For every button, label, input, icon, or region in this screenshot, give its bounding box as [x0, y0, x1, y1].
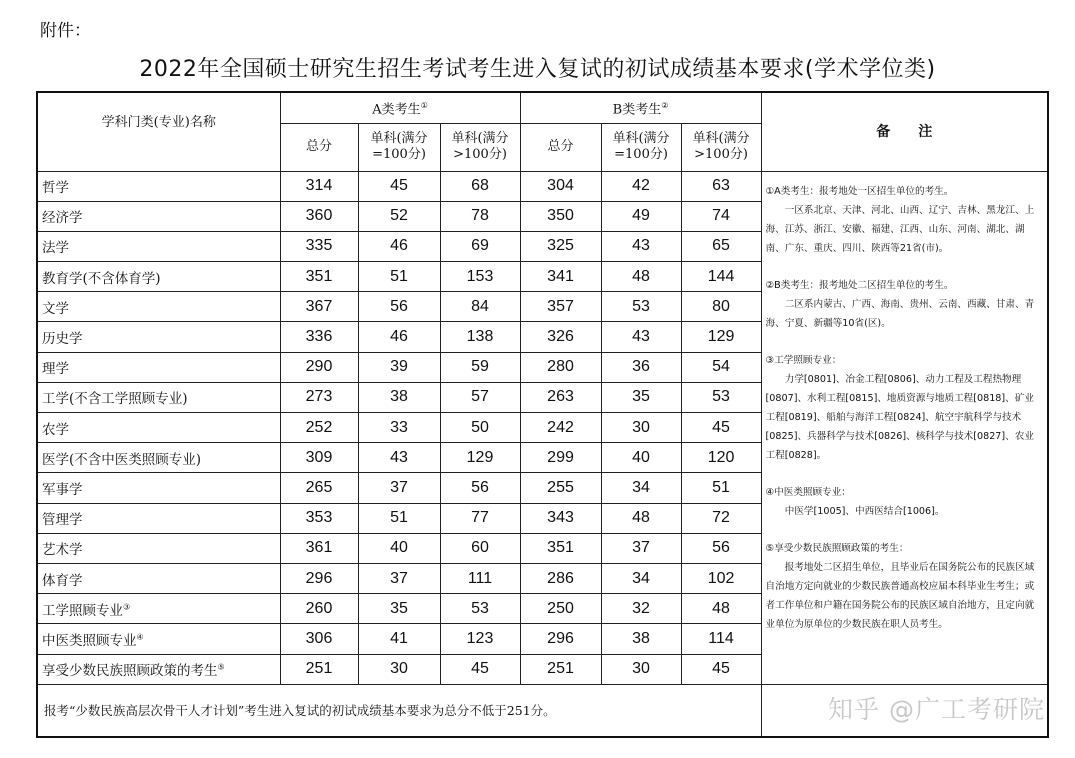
score-b-s100: 34 [601, 563, 681, 593]
score-b-s100: 38 [601, 624, 681, 654]
score-b-total: 304 [520, 171, 601, 201]
score-b-sgt100: 65 [681, 231, 761, 261]
score-b-sgt100: 129 [681, 322, 761, 352]
score-a-total: 353 [280, 503, 358, 533]
score-a-s100: 45 [358, 171, 440, 201]
subject-name: 农学 [37, 413, 280, 443]
subject-name: 法学 [37, 231, 280, 261]
score-b-total: 255 [520, 473, 601, 503]
note-block [766, 351, 1044, 465]
subject-name: 体育学 [37, 563, 280, 593]
score-b-sgt100: 48 [681, 594, 761, 624]
score-b-s100: 42 [601, 171, 681, 201]
score-a-s100: 33 [358, 413, 440, 443]
header-subject: 学科门类(专业)名称 [37, 92, 280, 171]
score-b-s100: 30 [601, 413, 681, 443]
score-b-sgt100: 102 [681, 563, 761, 593]
score-b-total: 286 [520, 563, 601, 593]
score-b-total: 280 [520, 352, 601, 382]
score-a-sgt100: 84 [440, 292, 520, 322]
score-b-sgt100: 51 [681, 473, 761, 503]
score-a-sgt100: 129 [440, 443, 520, 473]
score-b-total: 343 [520, 503, 601, 533]
note-block [766, 276, 1044, 333]
score-b-s100: 40 [601, 443, 681, 473]
score-b-sgt100: 80 [681, 292, 761, 322]
score-a-s100: 51 [358, 503, 440, 533]
score-a-sgt100: 138 [440, 322, 520, 352]
score-a-s100: 35 [358, 594, 440, 624]
note-block [766, 539, 1044, 634]
score-b-s100: 49 [601, 201, 681, 231]
subject-name: 哲学 [37, 171, 280, 201]
note-head: ①A类考生：报考地处一区招生单位的考生。 [765, 185, 954, 197]
score-b-total: 296 [520, 624, 601, 654]
score-a-s100: 40 [358, 533, 440, 563]
subject-name: 享受少数民族照顾政策的考生⑤ [37, 654, 280, 684]
score-a-sgt100: 68 [440, 171, 520, 201]
score-a-total: 351 [280, 262, 358, 292]
score-a-total: 252 [280, 413, 358, 443]
note-head: ②B类考生：报考地处二区招生单位的考生。 [765, 279, 954, 291]
score-a-s100: 52 [358, 201, 440, 231]
score-b-total: 351 [520, 533, 601, 563]
score-a-sgt100: 50 [440, 413, 520, 443]
footer-note: 报考“少数民族高层次骨干人才计划”考生进入复试的初试成绩基本要求为总分不低于251分。 [37, 684, 761, 737]
score-a-s100: 37 [358, 563, 440, 593]
score-a-sgt100: 69 [440, 231, 520, 261]
score-b-s100: 43 [601, 322, 681, 352]
score-a-s100: 51 [358, 262, 440, 292]
score-a-sgt100: 153 [440, 262, 520, 292]
subject-name: 工学照顾专业③ [37, 594, 280, 624]
score-a-sgt100: 59 [440, 352, 520, 382]
score-a-s100: 46 [358, 322, 440, 352]
score-b-total: 350 [520, 201, 601, 231]
score-a-total: 367 [280, 292, 358, 322]
score-b-sgt100: 114 [681, 624, 761, 654]
score-b-sgt100: 72 [681, 503, 761, 533]
note-block [766, 483, 1044, 521]
score-a-sgt100: 111 [440, 563, 520, 593]
header-a-single-gt100: 单科(满分 >100分) [440, 123, 520, 171]
attachment-label: 附件： [40, 21, 91, 41]
score-b-s100: 48 [601, 503, 681, 533]
subject-name: 经济学 [37, 201, 280, 231]
score-a-total: 260 [280, 594, 358, 624]
score-b-total: 251 [520, 654, 601, 684]
note-head: ⑤享受少数民族照顾政策的考生： [765, 542, 909, 554]
header-a-total: 总分 [280, 123, 358, 171]
subject-name: 军事学 [37, 473, 280, 503]
score-a-total: 273 [280, 382, 358, 412]
score-a-sgt100: 78 [440, 201, 520, 231]
score-b-s100: 53 [601, 292, 681, 322]
score-b-s100: 37 [601, 533, 681, 563]
subject-name: 工学(不含工学照顾专业) [37, 382, 280, 412]
header-group-b: B类考生② [520, 92, 761, 123]
score-a-sgt100: 123 [440, 624, 520, 654]
score-a-total: 361 [280, 533, 358, 563]
score-a-total: 336 [280, 322, 358, 352]
score-b-sgt100: 53 [681, 382, 761, 412]
score-b-s100: 43 [601, 231, 681, 261]
score-b-sgt100: 63 [681, 171, 761, 201]
score-b-sgt100: 74 [681, 201, 761, 231]
score-a-total: 296 [280, 563, 358, 593]
subject-name: 艺术学 [37, 533, 280, 563]
header-b-single-100: 单科(满分 =100分) [601, 123, 681, 171]
score-a-total: 306 [280, 624, 358, 654]
score-a-sgt100: 60 [440, 533, 520, 563]
note-body: 报考地处二区招生单位，且毕业后在国务院公布的民族区域自治地方定向就业的少数民族普通高校应届本科毕业生考生；或者工作单位和户籍在国务院公布的民族区域自治地方，且定向就业单位为原单位的少数民族在职人员考生。 [765, 561, 1035, 630]
header-group-a: A类考生① [280, 92, 520, 123]
score-a-s100: 38 [358, 382, 440, 412]
score-b-s100: 35 [601, 382, 681, 412]
score-b-total: 242 [520, 413, 601, 443]
note-body: 二区系内蒙古、广西、海南、贵州、云南、西藏、甘肃、青海、宁夏、新疆等10省(区)。 [765, 298, 1035, 329]
score-a-s100: 37 [358, 473, 440, 503]
score-a-sgt100: 57 [440, 382, 520, 412]
note-block [766, 182, 1044, 258]
score-b-s100: 32 [601, 594, 681, 624]
header-b-total: 总分 [520, 123, 601, 171]
score-b-sgt100: 45 [681, 654, 761, 684]
note-head: ③工学照顾专业： [765, 354, 842, 366]
subject-name: 中医类照顾专业④ [37, 624, 280, 654]
score-a-s100: 41 [358, 624, 440, 654]
score-a-s100: 39 [358, 352, 440, 382]
score-a-sgt100: 53 [440, 594, 520, 624]
score-b-sgt100: 45 [681, 413, 761, 443]
notes-cell [761, 171, 1048, 684]
score-a-sgt100: 45 [440, 654, 520, 684]
score-b-total: 299 [520, 443, 601, 473]
score-a-s100: 43 [358, 443, 440, 473]
watermark: 知乎 @广工考研院 [828, 695, 1045, 724]
table-row [37, 171, 1048, 201]
score-a-sgt100: 56 [440, 473, 520, 503]
note-head: ④中医类照顾专业： [765, 486, 851, 498]
score-a-sgt100: 77 [440, 503, 520, 533]
header-a-single-100: 单科(满分 =100分) [358, 123, 440, 171]
score-a-total: 251 [280, 654, 358, 684]
subject-name: 管理学 [37, 503, 280, 533]
score-a-total: 309 [280, 443, 358, 473]
score-b-total: 341 [520, 262, 601, 292]
score-b-s100: 30 [601, 654, 681, 684]
score-b-total: 326 [520, 322, 601, 352]
score-b-s100: 48 [601, 262, 681, 292]
score-b-total: 263 [520, 382, 601, 412]
score-b-total: 250 [520, 594, 601, 624]
subject-name: 文学 [37, 292, 280, 322]
score-a-total: 290 [280, 352, 358, 382]
score-a-total: 265 [280, 473, 358, 503]
score-a-total: 335 [280, 231, 358, 261]
subject-name: 医学(不含中医类照顾专业) [37, 443, 280, 473]
score-b-total: 357 [520, 292, 601, 322]
score-b-s100: 36 [601, 352, 681, 382]
score-b-sgt100: 144 [681, 262, 761, 292]
note-body: 中医学[1005]、中西医结合[1006]。 [784, 505, 945, 517]
score-table [36, 91, 1049, 738]
score-a-total: 360 [280, 201, 358, 231]
note-body: 一区系北京、天津、河北、山西、辽宁、吉林、黑龙江、上海、江苏、浙江、安徽、福建、江西、山东、河南、湖北、湖南、广东、重庆、四川、陕西等21省(市)。 [765, 204, 1035, 254]
score-a-s100: 56 [358, 292, 440, 322]
score-b-sgt100: 56 [681, 533, 761, 563]
score-b-sgt100: 54 [681, 352, 761, 382]
score-a-s100: 46 [358, 231, 440, 261]
score-a-s100: 30 [358, 654, 440, 684]
score-a-total: 314 [280, 171, 358, 201]
page-title: 2022年全国硕士研究生招生考试考生进入复试的初试成绩基本要求(学术学位类) [139, 57, 936, 82]
subject-name: 理学 [37, 352, 280, 382]
score-b-total: 325 [520, 231, 601, 261]
header-b-single-gt100: 单科(满分 >100分) [681, 123, 761, 171]
score-b-sgt100: 120 [681, 443, 761, 473]
note-body: 力学[0801]、冶金工程[0806]、动力工程及工程热物理[0807]、水利工程[0815]、地质资源与地质工程[0818]、矿业工程[0819]、船舶与海洋工程[0824]、航空宇航科学与技术[0825]、兵器科学与技术[0826]、核科学与技术[0827]、农业工程[0828]。 [765, 373, 1034, 461]
subject-name: 教育学(不含体育学) [37, 262, 280, 292]
subject-name: 历史学 [37, 322, 280, 352]
header-notes: 备 注 [761, 92, 1048, 171]
score-b-s100: 34 [601, 473, 681, 503]
